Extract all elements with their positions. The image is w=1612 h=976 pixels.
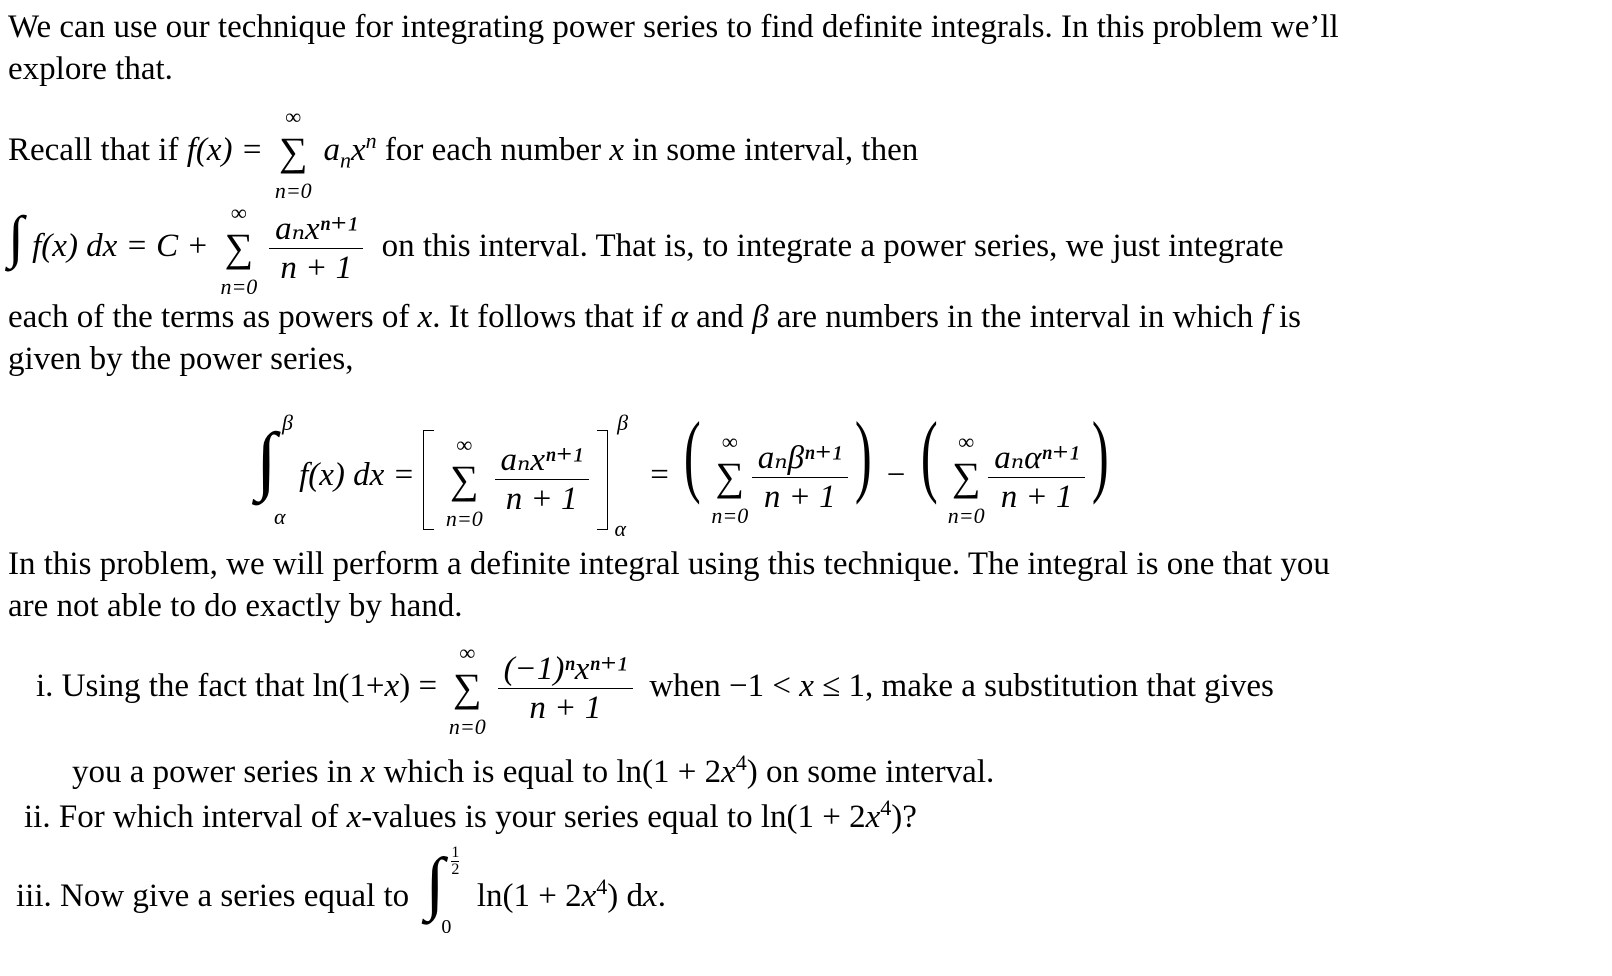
fraction-numerator: aₙxⁿ⁺¹ [495,441,589,480]
definite-fraction-3 [988,439,1085,516]
right-paren-icon: ) [854,403,872,505]
item-i-line2-c: ) on some interval. [746,754,995,790]
recall-before: Recall that if [8,132,179,168]
follows-text-a: each of the terms as powers of [8,299,410,335]
sigma-lower: n=0 [448,714,486,740]
recall-tail: in some interval, then [632,132,919,168]
sigma-lower: n=0 [220,274,258,300]
item-i-cond-b: ≤ 1, make a substitution that gives [822,668,1274,704]
intro-line-2: explore that. [8,51,173,87]
item-iii-end: . [657,878,666,914]
recall-lhs: f(x) = [186,132,263,168]
item-i-line2-a: you a power series in [72,754,353,790]
eval-upper: β [617,410,629,436]
item-iii [16,842,666,941]
item-i-text-b: ) = [399,668,438,704]
sigma-icon: ∑ [453,665,482,711]
item-iii-sup: 4 [596,874,608,899]
definite-minus: − [886,457,906,493]
fraction-denominator: n + 1 [1000,478,1073,515]
evaluation-bracket [423,410,629,542]
item-i-cond-x: x [799,668,814,704]
follows-beta: β [752,299,769,335]
sigma-upper: ∞ [721,429,738,455]
definite-sigma-1 [442,431,486,531]
sigma-upper: ∞ [231,200,247,226]
fraction-denominator: n + 1 [529,689,602,726]
follows-x: x [417,299,433,335]
recall-after: for each number [384,132,602,168]
item-i-text-a: Using the fact that ln(1+ [61,668,385,704]
item-i-label: i. [36,668,54,704]
item-i-sigma [445,640,489,740]
fraction-denominator: n + 1 [280,249,353,286]
recall-sigma [271,104,315,204]
item-i [36,640,1274,740]
sigma-lower: n=0 [711,503,749,529]
follows-text-b: . It follows that if [432,299,663,335]
upper-limit: β [282,410,293,435]
definite-fraction-2 [752,439,848,516]
sigma-icon: ∑ [278,129,308,175]
item-i-x: x [384,668,400,704]
fraction-numerator: (−1)ⁿxⁿ⁺¹ [498,650,634,689]
sigma-lower: n=0 [445,505,483,531]
sigma-upper: ∞ [459,640,476,666]
sigma-lower: n=0 [947,503,985,529]
problem-line-2: are not able to do exactly by hand. [8,588,463,624]
integral-sign-icon: ∫ [8,204,24,269]
item-ii-x2: x [865,799,881,835]
upper-num: 1 [451,844,460,861]
sigma-upper: ∞ [285,104,302,130]
follows-text-c: are numbers in the interval in which [776,299,1254,335]
fraction-denominator: n + 1 [505,481,578,518]
follows-line-1 [8,296,1301,338]
item-i-line2-x2: x [721,754,736,790]
item-ii-sup: 4 [880,795,892,820]
item-i-line2-b: which is equal to ln(1 + 2 [383,754,722,790]
item-iii-integrand-b: ) d [607,878,644,914]
integral-sign-icon: ∫ [425,845,445,922]
item-ii-x: x [346,799,362,835]
item-iii-dx: x [643,878,658,914]
follows-line-2: given by the power series, [8,341,354,377]
sigma-icon: ∑ [951,454,981,500]
item-i-when: when −1 < [649,668,792,704]
recall-line [8,104,919,204]
sigma-icon: ∑ [224,225,254,271]
upper-den: 2 [451,861,460,878]
item-ii-text-c: )? [891,799,917,835]
sigma-lower: n=0 [274,178,312,204]
definite-integral-display [256,403,1116,542]
antiderivative-line [8,200,1284,300]
antideriv-fraction [269,210,363,287]
term-sub: n [340,147,351,173]
eval-lower: α [614,516,627,542]
item-ii-text-a: For which interval of [58,799,339,835]
definite-integrand: f(x) dx = [299,457,415,493]
sigma-icon: ∑ [450,456,479,502]
fraction-numerator: aₙαⁿ⁺¹ [988,439,1085,478]
sigma-upper: ∞ [958,429,975,455]
item-ii [24,787,917,838]
fraction-denominator: n + 1 [763,478,836,515]
follows-is: is [1278,299,1301,335]
item-iii-upper [451,845,459,878]
item-i-line-2 [72,742,994,793]
lower-limit: α [274,504,286,529]
antideriv-sigma [217,200,261,300]
item-iii-integrand-a: ln(1 + 2 [476,878,582,914]
item-i-line2-x: x [360,754,376,790]
antideriv-tail: on this interval. That is, to integrate a power series, we just integrate [381,228,1284,264]
follows-f: f [1261,299,1271,335]
item-ii-label: ii. [24,799,51,835]
definite-equals: = [650,457,669,493]
problem-line-1: In this problem, we will perform a definite integral using this technique. The integral is one that you [8,546,1330,582]
follows-alpha: α [670,299,688,335]
antideriv-lhs: f(x) dx = C + [32,228,209,264]
left-paren-icon: ( [920,403,938,505]
item-i-line2-sup: 4 [735,750,747,775]
fraction-numerator: aₙβⁿ⁺¹ [752,439,848,478]
term-sup: n [365,128,377,153]
sigma-icon: ∑ [715,454,745,500]
definite-sigma-3 [944,429,988,529]
definite-sigma-2 [708,429,752,529]
item-iii-label: iii. [16,878,52,914]
item-ii-text-b: -values is your series equal to ln(1 + 2 [361,799,866,835]
term-a: a [323,132,340,168]
item-i-fraction [498,650,634,727]
sigma-upper: ∞ [456,431,473,457]
definite-fraction-1 [495,441,589,518]
item-iii-x: x [581,878,597,914]
item-iii-integral [425,844,460,941]
item-iii-lower: 0 [441,916,452,938]
intro-line-1: We can use our technique for integrating power series to find definite integrals. In this problem we’ll [8,9,1339,45]
recall-var: x [609,132,625,168]
right-paren-icon: ) [1092,403,1109,505]
term-x: x [351,132,366,168]
right-bracket-icon [597,430,608,530]
item-iii-text: Now give a series equal to [60,878,410,914]
fraction-numerator: aₙxⁿ⁺¹ [269,210,363,249]
left-paren-icon: ( [684,403,701,505]
follows-and: and [696,299,744,335]
integral-sign-icon: ∫ [256,418,277,502]
